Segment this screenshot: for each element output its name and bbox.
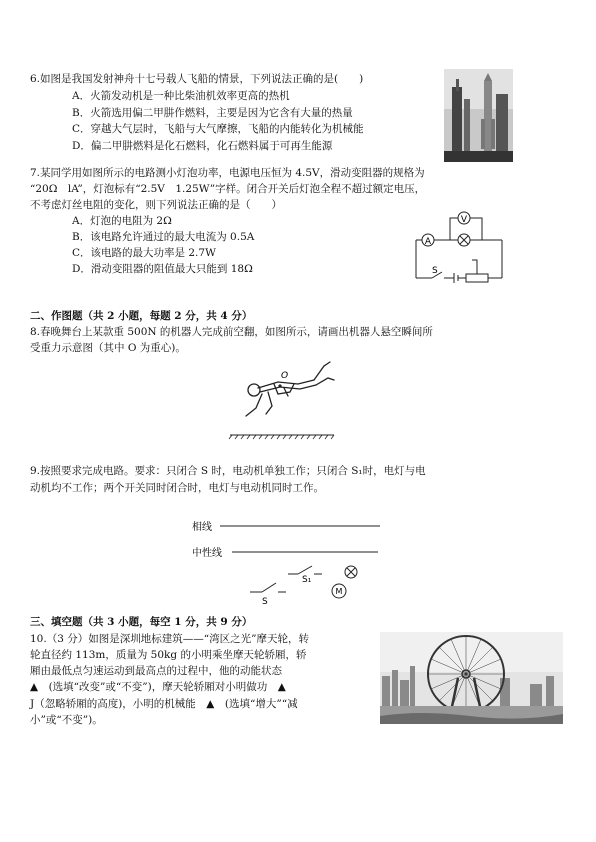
q7-option-a: A．灯泡的电阻为 2Ω: [72, 215, 172, 227]
q10-line-2: 轮直径约 113m，质量为 50kg 的小明乘坐摩天轮轿厢，轿: [30, 649, 307, 661]
q10-line-1: 10.（3 分）如图是深圳地标建筑——“湾区之光”摩天轮，转: [30, 633, 309, 645]
ferris-wheel-photo: [380, 632, 563, 724]
q6-option-b: B．火箭选用偏二甲肼作燃料，主要是因为它含有大量的热量: [72, 107, 353, 119]
ammeter-label: A: [424, 237, 432, 247]
q10-line-3: 厢由最低点匀速运动到最高点的过程中，他的动能状态: [30, 665, 282, 677]
q9-line-1: 9.按照要求完成电路。要求：只闭合 S 时，电动机单独工作；只闭合 S₁时，电灯与电: [30, 465, 426, 477]
q7-circuit-diagram: [410, 210, 510, 285]
robot-flip-figure: [228, 356, 338, 440]
section-2-heading: 二、作图题（共 2 小题，每题 2 分，共 4 分）: [30, 310, 253, 322]
q10-line-4: ▲ (选填“改变”或“不变”)，摩天轮轿厢对小明做功 ▲: [30, 681, 286, 693]
rocket-launch-photo: [444, 69, 513, 162]
q6-option-c: C．穿越大气层时，飞船与大气摩擦，飞船的内能转化为机械能: [72, 123, 364, 135]
switch-s1-label: S₁: [302, 575, 312, 585]
q8-line-1: 8.春晚舞台上某款重 500N 的机器人完成前空翻，如图所示，请画出机器人悬空瞬间所: [30, 326, 433, 338]
q7-option-c: C．该电路的最大功率是 2.7W: [72, 247, 216, 259]
voltmeter-label: V: [460, 215, 468, 225]
q10-line-5: J（忽略轿厢的高度)，小明的机械能 ▲ (选填“增大”“减: [30, 698, 298, 710]
q7-option-b: B．该电路允许通过的最大电流为 0.5A: [72, 231, 255, 243]
q7-option-d: D．滑动变阻器的阻值最大只能到 18Ω: [72, 263, 253, 275]
q6-option-a: A．火箭发动机是一种比柴油机效率更高的热机: [72, 90, 290, 102]
center-of-gravity-label: O: [281, 371, 289, 381]
q7-stem-line-2: “20Ω lA”，灯泡标有“2.5V 1.25W”字样。闭合开关后灯泡全程不超过额定电压，: [30, 183, 426, 195]
q8-line-2: 受重力示意图（其中 O 为重心)。: [30, 342, 186, 354]
motor-label: M: [335, 587, 343, 596]
q9-line-2: 动机均不工作；两个开关同时闭合时，电灯与电动机同时工作。: [30, 482, 324, 494]
q6-option-d: D．偏二甲肼燃料是化石燃料，化石燃料属于可再生能源: [72, 140, 333, 152]
live-wire-label: 相线: [192, 522, 212, 533]
circuit-switch-label: S: [432, 266, 438, 276]
q6-stem: 6.如图是我国发射神舟十七号载人飞船的情景，下列说法正确的是( ): [30, 73, 364, 85]
q7-stem-line-1: 7.某同学用如图所示的电路测小灯泡功率，电源电压恒为 4.5V，滑动变阻器的规格为: [30, 167, 425, 179]
q9-circuit-diagram: [190, 512, 390, 610]
section-3-heading: 三、填空题（共 3 小题，每空 1 分，共 9 分）: [30, 616, 253, 628]
q7-stem-line-3: 不考虑灯丝电阻的变化，则下列说法正确的是（ ）: [30, 199, 282, 211]
neutral-wire-label: 中性线: [192, 548, 222, 559]
switch-s-label: S: [262, 597, 268, 607]
q10-line-6: 小”或“不变”)。: [30, 714, 103, 726]
